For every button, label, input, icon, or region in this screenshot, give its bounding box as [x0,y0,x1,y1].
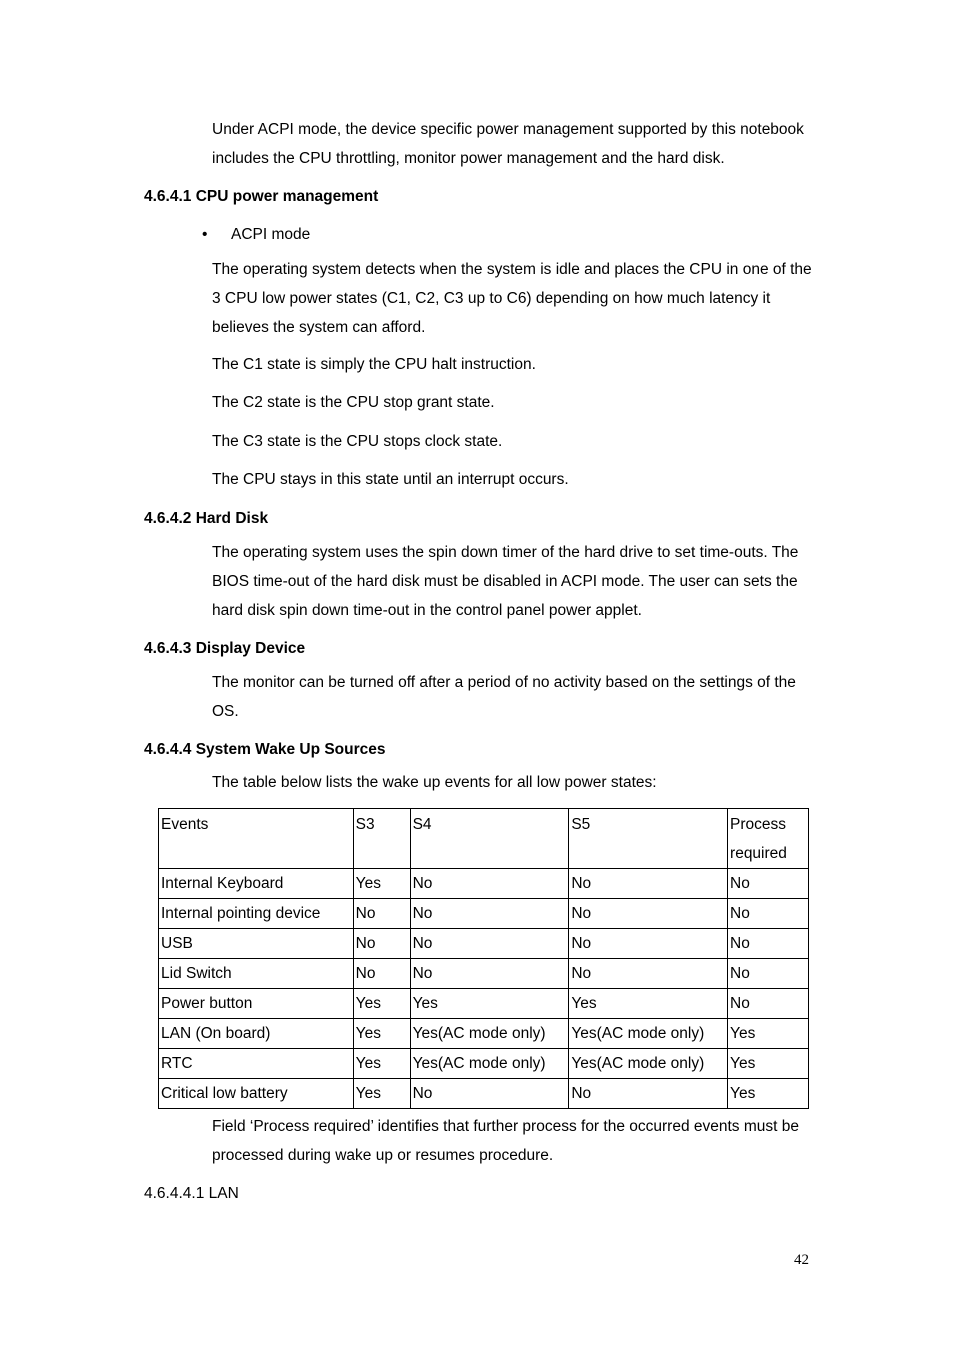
bullet-text: ACPI mode [231,226,311,243]
cell-process: Yes [728,1019,809,1049]
cell-s3: No [353,929,410,959]
lan-heading: 4.6.4.4.1 LAN [144,1185,239,1202]
table-row [159,1049,809,1079]
cell-event: RTC [159,1049,354,1079]
cell-s3: Yes [353,989,410,1019]
table-row [159,869,809,899]
cell-s5: No [569,869,728,899]
cell-s4: Yes [410,989,569,1019]
cpu-heading: 4.6.4.1 CPU power management [144,188,379,205]
wake-heading: 4.6.4.4 System Wake Up Sources [144,741,386,758]
cell-event: Critical low battery [159,1079,354,1109]
table-header-row [159,809,809,869]
display-heading: 4.6.4.3 Display Device [144,640,306,657]
header-events: Events [159,809,354,869]
cell-s4: No [410,869,569,899]
cell-s4: No [410,929,569,959]
cell-process: No [728,869,809,899]
page-number: 42 [794,1252,809,1268]
cell-s4: Yes(AC mode only) [410,1049,569,1079]
cell-s4: No [410,959,569,989]
cell-s5: No [569,899,728,929]
cell-event: Internal pointing device [159,899,354,929]
cell-s4: Yes(AC mode only) [410,1019,569,1049]
cell-process: No [728,899,809,929]
intro-paragraph: Under ACPI mode, the device specific power management supported by this notebook includes the CPU throttling, monitor power management and the hard disk. [212,121,804,167]
wake-events-table [158,808,809,1109]
cell-s3: No [353,959,410,989]
c2-text: The C2 state is the CPU stop grant state. [212,394,495,411]
table-row [159,1079,809,1109]
bullet-icon: • [202,226,208,243]
cell-s5: Yes(AC mode only) [569,1049,728,1079]
cpu-stay-text: The CPU stays in this state until an interrupt occurs. [212,471,569,488]
c3-text: The C3 state is the CPU stops clock state. [212,433,503,450]
display-paragraph: The monitor can be turned off after a period of no activity based on the settings of the OS. [212,674,796,720]
cell-s5: No [569,929,728,959]
cell-event: Internal Keyboard [159,869,354,899]
header-s5: S5 [569,809,728,869]
disk-paragraph: The operating system uses the spin down timer of the hard drive to set time-outs. The BIOS time-out of the hard disk must be disabled in ACPI mode. The user can sets the hard disk spin down time-out in the control panel power applet. [212,544,799,619]
table-row [159,899,809,929]
c1-text: The C1 state is simply the CPU halt instruction. [212,356,536,373]
table-row [159,959,809,989]
cell-s5: Yes [569,989,728,1019]
header-s4: S4 [410,809,569,869]
cell-s5: Yes(AC mode only) [569,1019,728,1049]
cell-event: Lid Switch [159,959,354,989]
table-row [159,1019,809,1049]
cell-process: No [728,959,809,989]
cell-s3: No [353,899,410,929]
cell-s3: Yes [353,1049,410,1079]
cell-s3: Yes [353,869,410,899]
cell-event: Power button [159,989,354,1019]
header-s3: S3 [353,809,410,869]
cell-s4: No [410,1079,569,1109]
table-note: Field ‘Process required’ identifies that further process for the occurred events must be processed during wake up or resumes procedure. [212,1118,799,1164]
cell-event: USB [159,929,354,959]
cell-process: Yes [728,1079,809,1109]
cell-s5: No [569,959,728,989]
cell-process: No [728,989,809,1019]
cell-s3: Yes [353,1079,410,1109]
cell-s3: Yes [353,1019,410,1049]
header-process-required: Process required [728,809,809,869]
disk-heading: 4.6.4.2 Hard Disk [144,510,269,527]
table-row [159,989,809,1019]
cpu-paragraph: The operating system detects when the system is idle and places the CPU in one of the 3 CPU low power states (C1, C2, C3 up to C6) depending on how much latency it believes the system can afford. [212,261,812,336]
cell-event: LAN (On board) [159,1019,354,1049]
cell-process: No [728,929,809,959]
table-row [159,929,809,959]
cell-s4: No [410,899,569,929]
cell-s5: No [569,1079,728,1109]
cell-process: Yes [728,1049,809,1079]
wake-intro: The table below lists the wake up events for all low power states: [212,774,657,791]
